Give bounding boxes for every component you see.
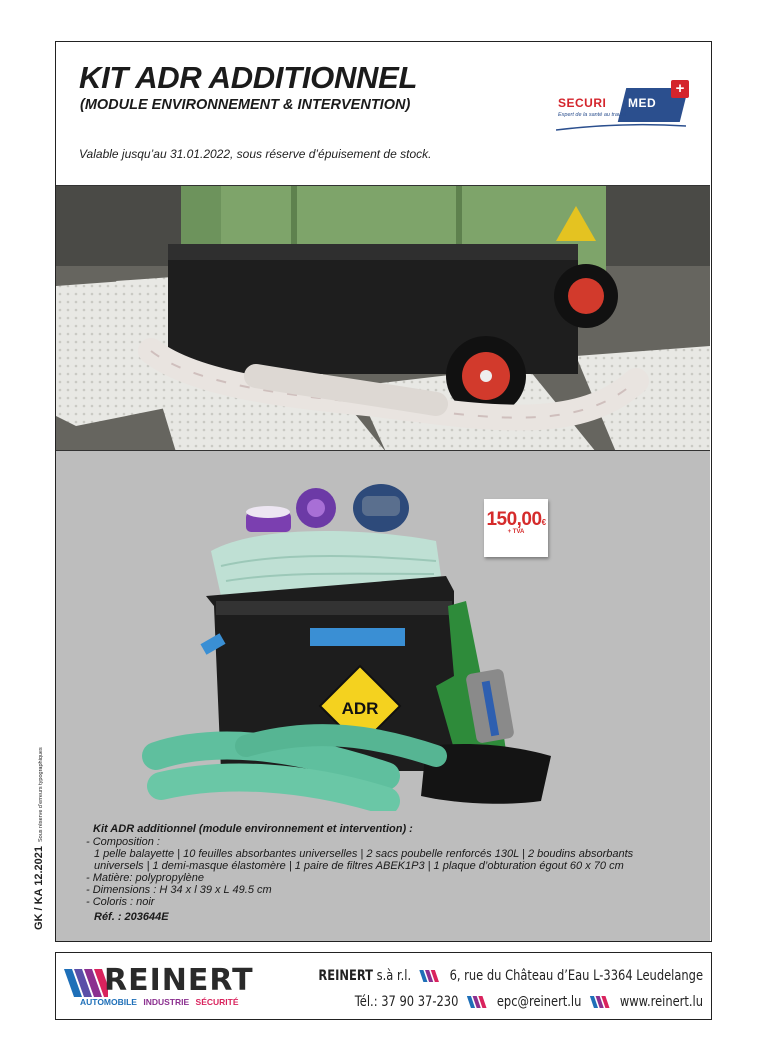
tag-industrie: INDUSTRIE: [143, 997, 190, 1007]
website-link[interactable]: www.reinert.lu: [619, 994, 703, 1010]
email-link[interactable]: epc@reinert.lu: [496, 994, 582, 1010]
color-spec: - Coloris : noir: [86, 896, 155, 908]
contact-block: [318, 963, 703, 1015]
dimensions-spec: - Dimensions : H 34 x l 39 x L 49.5 cm: [86, 884, 272, 896]
address-line: [318, 963, 703, 989]
price-currency: €: [541, 518, 546, 527]
reinert-stripes-icon: [64, 969, 108, 997]
tag-securite: SÉCURITÉ: [195, 997, 239, 1007]
reinert-wordmark: REINERT: [104, 963, 254, 998]
side-note: [33, 747, 45, 930]
adr-sign-label: ADR: [341, 699, 379, 718]
reinert-logo: [64, 963, 254, 1013]
logo-tagline: Expert de la santé au travail: [558, 112, 627, 118]
contact-line: [318, 989, 703, 1015]
footer: [55, 952, 712, 1020]
price-amount: [484, 509, 548, 531]
composition-line-2: universels | 1 demi-masque élastomère | 1 paire de filtres ABEK1P3 | 1 plaque d’obturation égout 60 x 70 cm: [94, 860, 624, 872]
medical-cross-icon: +: [671, 80, 689, 98]
divider-stripes-icon: [467, 996, 488, 1008]
page-subtitle: (MODULE ENVIRONNEMENT & INTERVENTION): [80, 97, 411, 113]
company-name: REINERT: [318, 968, 373, 984]
page-title: KIT ADR ADDITIONNEL: [79, 60, 418, 95]
product-section: [56, 451, 710, 941]
company-address: 6, rue du Château d’Eau L-3364 Leudelange: [449, 968, 703, 984]
divider-stripes-icon: [420, 970, 441, 982]
company-suffix: s.à r.l.: [372, 968, 412, 984]
logo-swoosh: [556, 122, 686, 132]
typo-disclaimer: Sous réserve d’erreurs typographiques: [38, 747, 44, 843]
phone-number[interactable]: Tél.: 37 90 37-230: [354, 994, 459, 1010]
composition-label: - Composition :: [86, 836, 160, 848]
description-heading: Kit ADR additionnel (module environnement et intervention) :: [93, 823, 413, 835]
spill-scene-image: [56, 186, 710, 451]
usage-photo: [56, 185, 710, 451]
flyer-header: [56, 42, 710, 185]
composition-line-1: 1 pelle balayette | 10 feuilles absorbantes universelles | 2 sacs poubelle renforcés 130L | 2 boudins absorbants: [94, 848, 634, 860]
validity-note: Valable jusqu’au 31.01.2022, sous réserve d’épuisement de stock.: [79, 147, 432, 161]
product-description: [86, 823, 696, 923]
product-reference: Réf. : 203644E: [94, 911, 169, 923]
logo-text-med: MED: [628, 96, 657, 110]
material-spec: - Matière: polypropylène: [86, 872, 205, 884]
price-value: 150,00: [486, 509, 542, 530]
securimed-logo: [556, 80, 691, 134]
price-tax-note: + TVA: [507, 529, 525, 535]
catalog-code: GK / KA 12.2021: [33, 846, 45, 930]
reinert-tags: [80, 997, 239, 1007]
tag-automobile: AUTOMOBILE: [80, 997, 137, 1007]
flyer-frame: [55, 41, 712, 942]
divider-stripes-icon: [590, 996, 611, 1008]
logo-text-securi: SECURI: [558, 96, 607, 110]
price-tag: [484, 499, 548, 557]
